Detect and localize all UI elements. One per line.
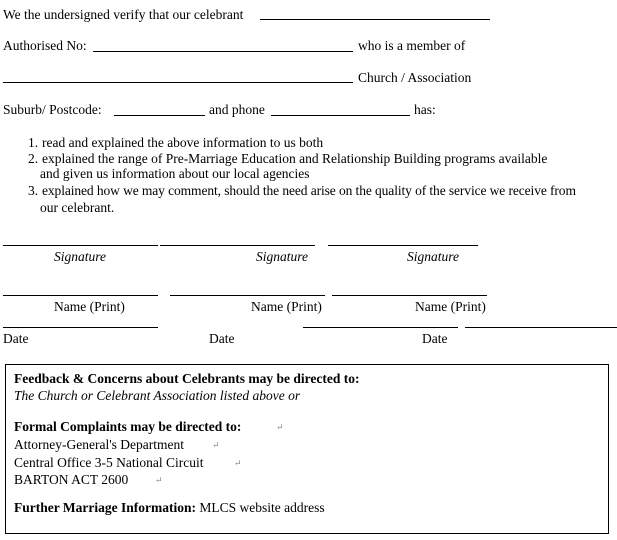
date-line-3[interactable] xyxy=(465,327,617,328)
list-item-1: read and explained the above information to us both xyxy=(42,135,324,150)
list-item-2-continued: and given us information about our local agencies xyxy=(40,166,310,181)
list-number-1: 1. xyxy=(28,135,39,150)
celebrant-name-field[interactable] xyxy=(260,19,490,20)
further-heading: Further Marriage Information: xyxy=(14,500,196,515)
authorised-number-field[interactable] xyxy=(93,51,353,52)
authorised-label: Authorised No: xyxy=(3,38,87,53)
signature-label-3: Signature xyxy=(407,249,459,264)
list-item-3-continued: our celebrant. xyxy=(40,200,115,215)
date-label-3: Date xyxy=(422,331,448,346)
suburb-postcode-label: Suburb/ Postcode: xyxy=(3,102,102,117)
further-text: MLCS website address xyxy=(199,500,325,515)
verify-text: We the undersigned verify that our celebrant xyxy=(3,7,244,22)
address-line-1: Attorney-General's Department xyxy=(14,437,184,452)
further-info-line xyxy=(14,500,325,516)
name-line-2[interactable] xyxy=(170,295,325,296)
list-number-3: 3. xyxy=(28,183,39,198)
list-item-2: explained the range of Pre-Marriage Education and Relationship Building programs available xyxy=(42,151,548,166)
return-mark-icon: ↵ xyxy=(155,475,163,485)
name-line-1[interactable] xyxy=(3,295,158,296)
feedback-text: The Church or Celebrant Association listed above or xyxy=(14,388,301,403)
return-mark-icon: ↵ xyxy=(212,440,220,450)
signature-line-2[interactable] xyxy=(160,245,315,246)
member-text: who is a member of xyxy=(358,38,466,53)
list-item-3: explained how we may comment, should the need arise on the quality of the service we receive from xyxy=(42,183,576,198)
phone-label: and phone xyxy=(209,102,265,117)
list-number-2: 2. xyxy=(28,151,39,166)
phone-field[interactable] xyxy=(271,115,410,116)
suburb-postcode-field[interactable] xyxy=(114,115,205,116)
name-line-3[interactable] xyxy=(332,295,487,296)
date-label-2: Date xyxy=(209,331,235,346)
name-print-label-3: Name (Print) xyxy=(415,299,486,314)
signature-line-1[interactable] xyxy=(3,245,158,246)
feedback-heading: Feedback & Concerns about Celebrants may be directed to: xyxy=(14,371,360,386)
address-line-2: Central Office 3-5 National Circuit xyxy=(14,455,204,470)
complaints-heading: Formal Complaints may be directed to: xyxy=(14,419,242,434)
name-print-label-1: Name (Print) xyxy=(54,299,125,314)
name-print-label-2: Name (Print) xyxy=(251,299,322,314)
date-label-1: Date xyxy=(3,331,29,346)
church-association-label: Church / Association xyxy=(358,70,472,85)
return-mark-icon: ↵ xyxy=(276,422,284,432)
date-line-2[interactable] xyxy=(303,327,458,328)
return-mark-icon: ↵ xyxy=(234,458,242,468)
signature-line-3[interactable] xyxy=(328,245,478,246)
has-text: has: xyxy=(414,102,436,117)
signature-label-2: Signature xyxy=(256,249,308,264)
address-line-3: BARTON ACT 2600 xyxy=(14,472,129,484)
signature-label-1: Signature xyxy=(54,249,106,264)
church-association-field[interactable] xyxy=(3,82,353,83)
date-line-1[interactable] xyxy=(3,327,158,328)
